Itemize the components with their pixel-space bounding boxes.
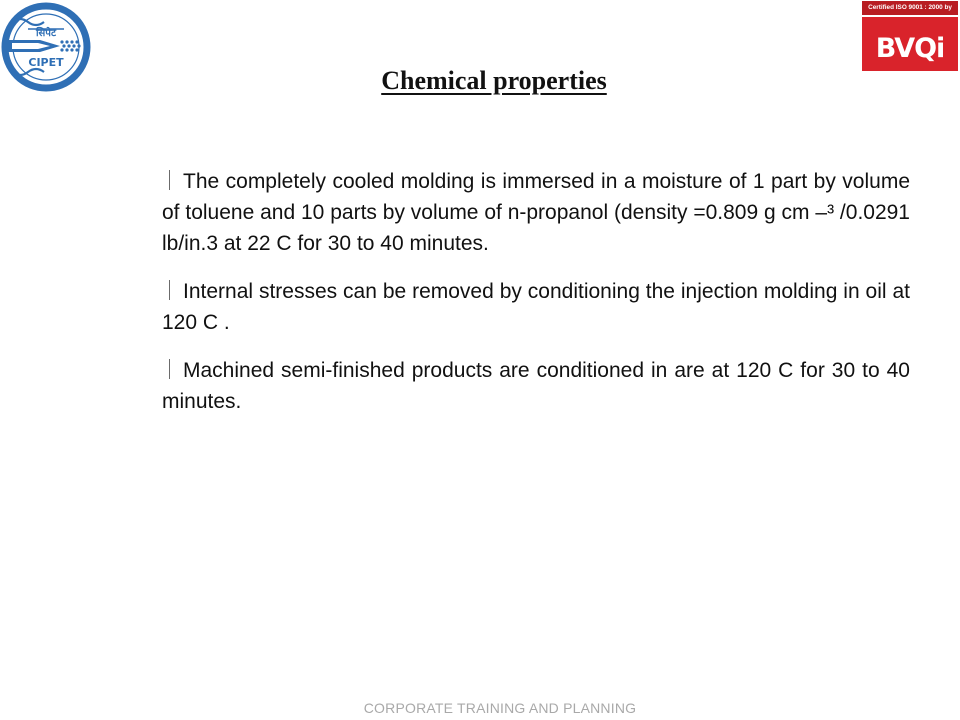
bullet-item [162, 276, 910, 338]
bvqi-logo-icon [860, 0, 960, 72]
bullet-item [162, 355, 910, 417]
slide-title: Chemical properties [381, 66, 607, 95]
bvqi-certification-label: Certified ISO 9001 : 2000 by [862, 1, 958, 15]
bullet-text: Machined semi-finished products are conditioned in are at 120 C for 30 to 40 minutes. [162, 359, 910, 413]
bullet-text: The completely cooled molding is immersed in a moisture of 1 part by volume of toluene and 10 parts by volume of n-propanol (density =0.809 g cm –³ /0.0291 lb/in.3 at 22 C for 30 to 40 minutes. [162, 170, 910, 255]
bullet-text: Internal stresses can be removed by conditioning the injection molding in oil at 120 C . [162, 280, 910, 334]
bullet-list [162, 166, 910, 417]
svg-text:सिपेट: सिपेट [35, 28, 57, 39]
svg-text:BVQi: BVQi [875, 33, 945, 64]
bullet-marker-icon [166, 170, 178, 190]
slide-footer: CORPORATE TRAINING AND PLANNING [363, 700, 637, 716]
bullet-marker-icon [166, 359, 178, 379]
svg-text:CIPET: CIPET [28, 56, 64, 69]
bvqi-brand-mark [862, 17, 958, 71]
bullet-item [162, 166, 910, 259]
bullet-marker-icon [166, 280, 178, 300]
